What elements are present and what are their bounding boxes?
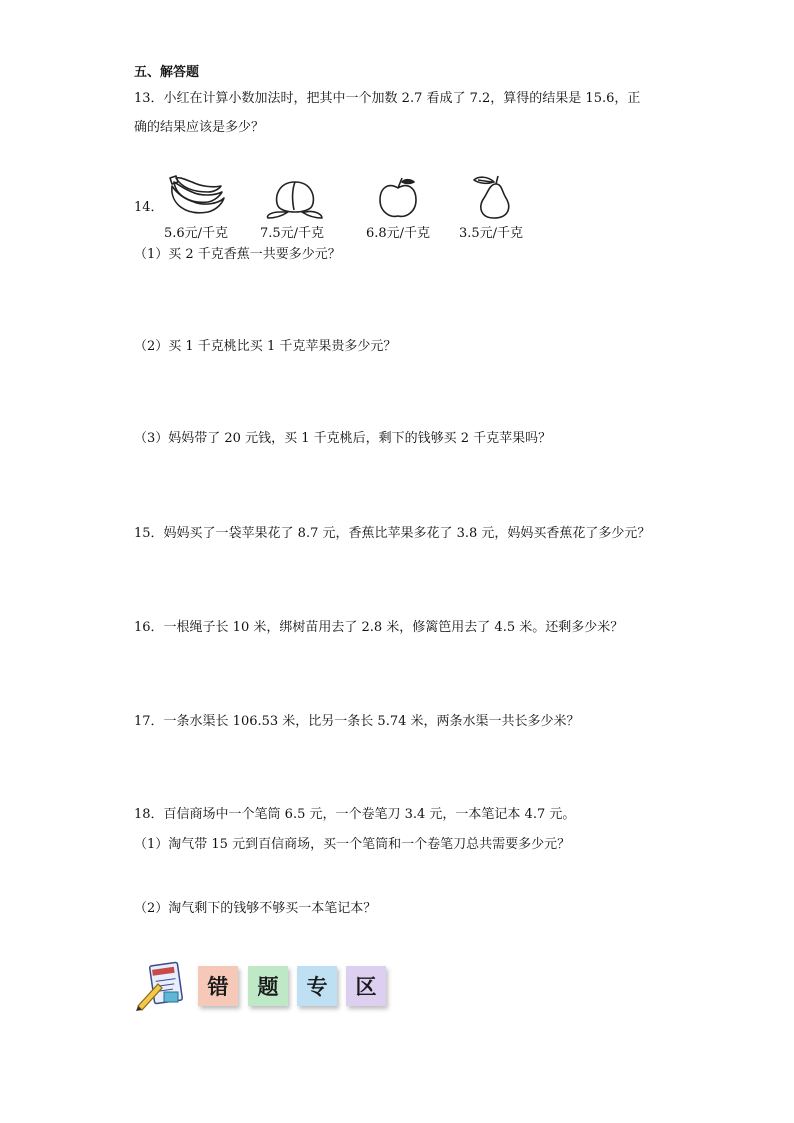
- question-14-number: 14．: [134, 200, 164, 215]
- question-14-sub2: （2）买 1 千克桃比买 1 千克苹果贵多少元？: [134, 339, 397, 354]
- question-18-sub1: （1）淘气带 15 元到百信商场，买一个笔筒和一个卷笔刀总共需要多少元？: [134, 837, 571, 852]
- question-16: 16．一根绳子长 10 米，绑树苗用去了 2.8 米，修篱笆用去了 4.5 米。还剩多少米？: [134, 620, 624, 635]
- price-peach: 7.5元/千克: [260, 226, 325, 241]
- banana-icon: [164, 174, 226, 220]
- question-17: 17．一条水渠长 106.53 米，比另一条长 5.74 米，两条水渠一共长多少米？: [134, 714, 580, 729]
- question-14-sub3: （3）妈妈带了 20 元钱，买 1 千克桃后，剩下的钱够买 2 千克苹果吗？: [134, 431, 552, 446]
- question-14-sub1: （1）买 2 千克香蕉一共要多少元？: [134, 247, 341, 262]
- price-apple: 6.8元/千克: [366, 226, 431, 241]
- question-13-line1: 13．小红在计算小数加法时，把其中一个加数 2.7 看成了 7.2，算得的结果是 15.6，正: [134, 91, 641, 106]
- section-title: 五、解答题: [134, 65, 200, 80]
- peach-icon: [266, 176, 324, 220]
- pear-icon: [470, 172, 516, 220]
- banner-tile-zhuan: 专: [297, 966, 337, 1006]
- question-18-stem: 18．百信商场中一个笔筒 6.5 元，一个卷笔刀 3.4 元，一本笔记本 4.7 元。: [134, 807, 576, 822]
- notebook-pen-icon: [134, 960, 186, 1012]
- banner-tile-cuo: 错: [198, 966, 238, 1006]
- price-banana: 5.6元/千克: [164, 226, 229, 241]
- price-pear: 3.5元/千克: [459, 226, 524, 241]
- apple-icon: [376, 176, 420, 220]
- banner-tile-qu: 区: [346, 966, 386, 1006]
- question-13-line2: 确的结果应该是多少？: [134, 120, 265, 135]
- banner-tile-ti: 题: [248, 966, 288, 1006]
- question-15: 15．妈妈买了一袋苹果花了 8.7 元，香蕉比苹果多花了 3.8 元，妈妈买香蕉花了多少元？: [134, 526, 651, 541]
- question-18-sub2: （2）淘气剩下的钱够不够买一本笔记本？: [134, 901, 377, 916]
